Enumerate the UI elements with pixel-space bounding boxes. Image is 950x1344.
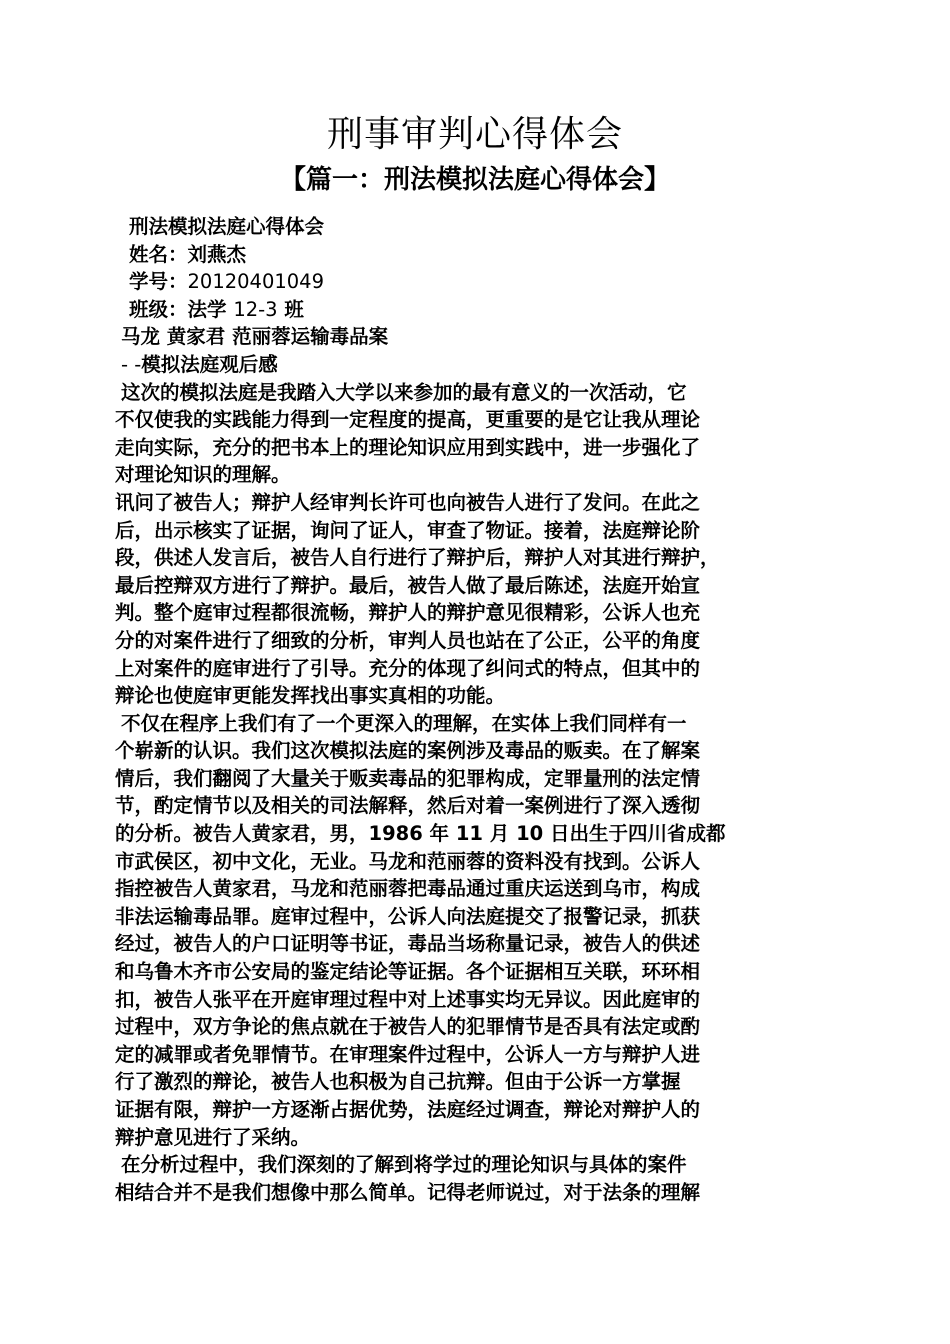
document-title: 刑事审判心得体会: [326, 114, 623, 155]
class-label: 班级：: [129, 297, 188, 321]
paragraph-line: 扣，被告人张平在开庭审理过程中对上述事实均无异议。因此庭审的: [115, 987, 701, 1011]
paragraph-line: 的分析。被告人黄家君，男，1986 年 11 月 10 日出生于四川省成都: [115, 822, 726, 846]
essay-heading: 刑法模拟法庭心得体会: [129, 215, 325, 238]
paragraph-line: 定的减罪或者免罪情节。在审理案件过程中，公诉人一方与辩护人进: [115, 1042, 701, 1066]
document-subtitle: 【篇一：刑法模拟法庭心得体会】: [279, 165, 670, 195]
class-value-a: 法学: [187, 297, 234, 321]
case-title: 马龙 黄家君 范丽蓉运输毒品案: [121, 325, 389, 349]
paragraph-line: 走向实际，充分的把书本上的理论知识应用到实践中，进一步强化了: [115, 435, 701, 459]
paragraph-line: 非法运输毒品罪。庭审过程中，公诉人向法庭提交了报警记录，抓获: [115, 904, 701, 928]
class-value-b: 班: [277, 297, 304, 321]
paragraph-line: 最后控辩双方进行了辩护。最后，被告人做了最后陈述，法庭开始宣: [115, 573, 701, 597]
paragraph-4: [115, 1151, 837, 1206]
case-subtitle-line: [115, 351, 837, 379]
student-id-label: 学号：: [129, 270, 188, 294]
paragraph-line: 证据有限，辩护一方逐渐占据优势，法庭经过调查，辩论对辩护人的: [115, 1098, 701, 1121]
class-line: [115, 296, 837, 324]
paragraph-line: 经过，被告人的户口证明等书证，毒品当场称量记录，被告人的供述: [115, 932, 701, 956]
paragraph-line: 市武侯区，初中文化，无业。马龙和范丽蓉的资料没有找到。公诉人: [115, 849, 701, 873]
paragraph-line: 和乌鲁木齐市公安局的鉴定结论等证据。各个证据相互关联，环环相: [115, 960, 701, 984]
student-id-line: [115, 268, 837, 296]
paragraph-1: [115, 379, 837, 489]
case-subtitle: 模拟法庭观后感: [141, 352, 278, 376]
document-body: [115, 213, 837, 1206]
paragraph-line: 指控被告人黄家君，马龙和范丽蓉把毒品通过重庆运送到乌市，构成: [115, 877, 701, 901]
class-value-num: 12-3: [233, 297, 278, 321]
name-value: 刘燕杰: [187, 242, 247, 266]
paragraph-line: 这次的模拟法庭是我踏入大学以来参加的最有意义的一次活动，它: [121, 380, 687, 404]
name-label: 姓名：: [129, 242, 188, 266]
case-subtitle-prefix: - -: [121, 352, 142, 376]
paragraph-line: 辩护意见进行了采纳。: [115, 1125, 311, 1149]
paragraph-line: 后，出示核实了证据，询问了证人，审查了物证。接着，法庭辩论阶: [115, 518, 701, 542]
paragraph-line: 情后，我们翻阅了大量关于贩卖毒品的犯罪构成，定罪量刑的法定情: [115, 766, 701, 790]
paragraph-line: 判。整个庭审过程都很流畅，辩护人的辩护意见很精彩，公诉人也充: [115, 601, 701, 625]
paragraph-line: 对理论知识的理解。: [115, 463, 291, 487]
paragraph-line: 辩论也使庭审更能发挥找出事实真相的功能。: [115, 684, 506, 708]
paragraph-line: 不仅使我的实践能力得到一定程度的提高，更重要的是它让我从理论: [115, 408, 701, 432]
paragraph-2: [115, 489, 837, 710]
paragraph-line: 个崭新的认识。我们这次模拟法庭的案例涉及毒品的贩卖。在了解案: [115, 739, 701, 763]
paragraph-line: 段，供述人发言后，被告人自行进行了辩护后，辩护人对其进行辩护，: [115, 546, 720, 570]
paragraph-line: 分的对案件进行了细致的分析，审判人员也站在了公正，公平的角度: [115, 628, 701, 652]
paragraph-line: 过程中，双方争论的焦点就在于被告人的犯罪情节是否具有法定或酌: [115, 1015, 701, 1039]
paragraph-line: 行了激烈的辩论，被告人也积极为自己抗辩。但由于公诉一方掌握: [115, 1070, 681, 1094]
student-id-value: 20120401049: [187, 270, 324, 294]
paragraph-line: 相结合并不是我们想像中那么简单。记得老师说过，对于法条的理解: [115, 1180, 701, 1204]
paragraph-line: 上对案件的庭审进行了引导。充分的体现了纠问式的特点，但其中的: [115, 656, 701, 680]
paragraph-line: 在分析过程中，我们深刻的了解到将学过的理论知识与具体的案件: [121, 1153, 687, 1177]
paragraph-line: 不仅在程序上我们有了一个更深入的理解，在实体上我们同样有一: [121, 711, 687, 735]
paragraph-line: 节，酌定情节以及相关的司法解释，然后对着一案例进行了深入透彻: [115, 794, 701, 818]
name-line: [115, 241, 837, 269]
paragraph-3: [115, 710, 837, 1152]
paragraph-line: 讯问了被告人；辩护人经审判长许可也向被告人进行了发问。在此之: [115, 490, 701, 514]
